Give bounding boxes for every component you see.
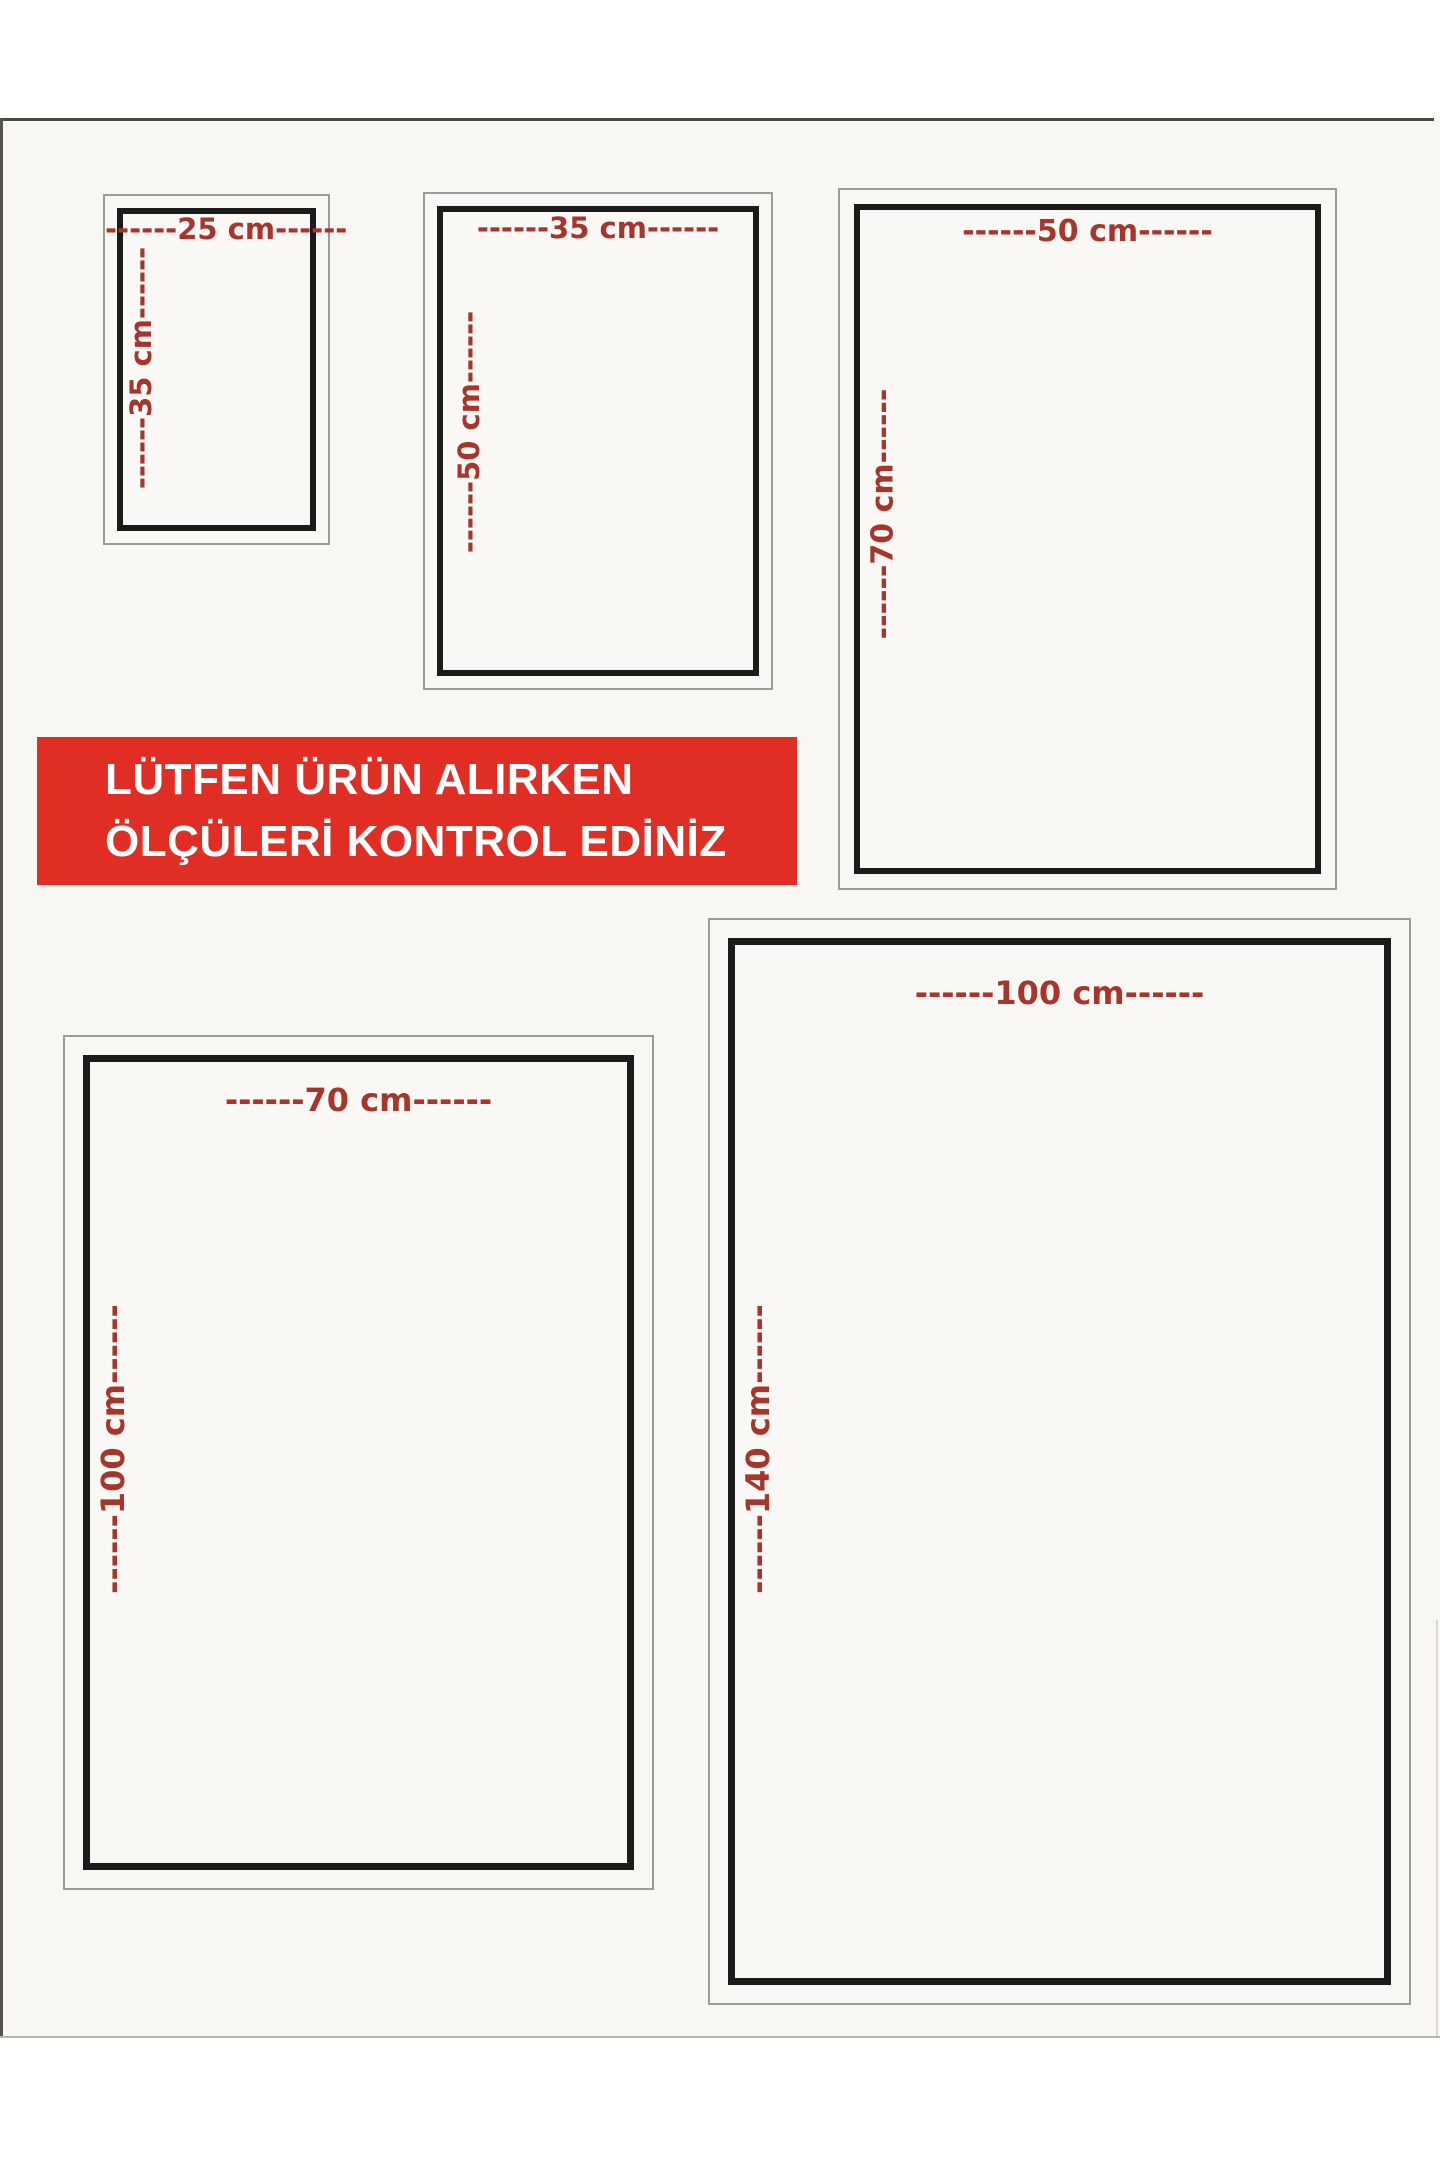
height-dimension-label: ------70 cm------ (865, 388, 901, 640)
size-box-50x70-frame (854, 204, 1321, 874)
width-dimension-label: ------70 cm------ (224, 1081, 493, 1119)
sheet-right-edge (1436, 1620, 1438, 2036)
width-dimension-label: ------50 cm------ (962, 214, 1213, 249)
height-dimension-label: ------35 cm------ (124, 246, 158, 490)
size-box-70x100 (63, 1035, 654, 1890)
size-box-70x100-frame (83, 1055, 634, 1870)
height-dimension-label: ------50 cm------ (452, 310, 486, 554)
sheet-left-edge (0, 118, 3, 2038)
size-box-50x70 (838, 188, 1337, 890)
size-box-100x140 (708, 918, 1411, 2005)
width-dimension-label: ------100 cm------ (914, 974, 1205, 1012)
sheet-bottom-edge (0, 2036, 1440, 2038)
notice-banner (37, 737, 797, 885)
size-box-25x35 (103, 194, 348, 545)
notice-line-1: LÜTFEN ÜRÜN ALIRKEN (105, 755, 634, 804)
notice-line-2: ÖLÇÜLERİ KONTROL EDİNİZ (105, 817, 727, 866)
height-dimension-label: ------100 cm------ (94, 1304, 132, 1594)
width-dimension-label: ------25 cm------ (105, 212, 348, 246)
sheet-top-edge (0, 118, 1434, 121)
width-dimension-label: ------35 cm------ (476, 211, 720, 245)
size-box-35x50 (423, 192, 773, 690)
size-box-100x140-frame (728, 938, 1391, 1985)
height-dimension-label: ------140 cm------ (739, 1304, 777, 1594)
